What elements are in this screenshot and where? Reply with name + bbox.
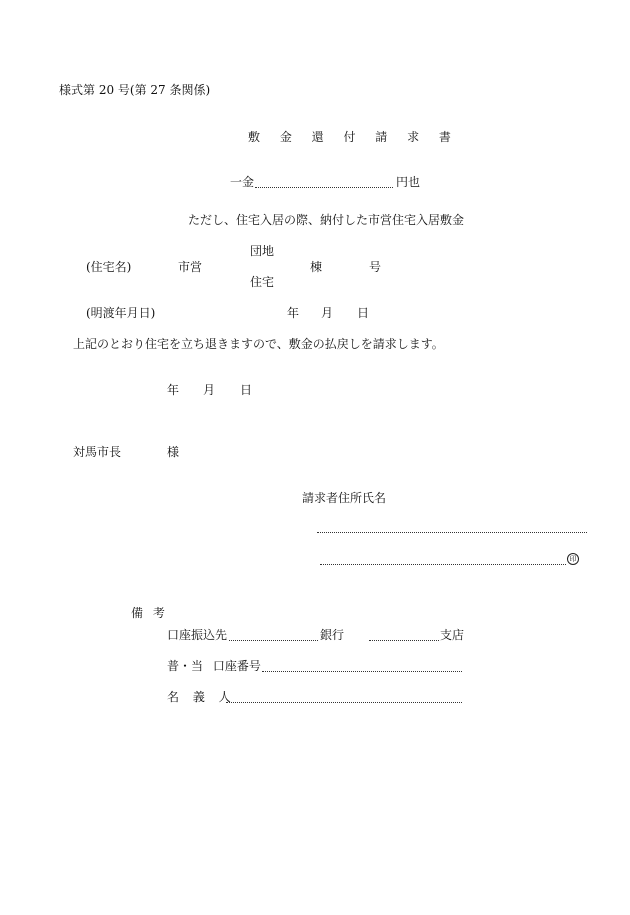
unit-number-label: 号 [369,260,382,274]
handover-year: 年 [287,306,300,320]
claimant-name-line [320,564,566,565]
city-housing-label: 市営 [178,260,203,274]
jutaku-label: 住宅 [250,275,275,289]
request-day: 日 [240,383,253,397]
housing-name-label: (住宅名) [86,260,132,274]
seal-icon: 印 [567,553,579,565]
bank-label: 銀行 [320,628,345,642]
account-holder-line [226,702,462,703]
account-holder-label: 名 義 人 [167,690,231,704]
amount-suffix: 円也 [396,175,421,189]
request-year: 年 [167,383,180,397]
building-label: 棟 [310,260,323,274]
branch-label: 支店 [440,628,465,642]
sama-label: 様 [167,445,180,459]
addressee-label: 対馬市長 [73,445,122,459]
branch-name-line [369,640,439,641]
bank-name-line [229,640,318,641]
account-number-line [262,671,462,672]
document-title: 敷 金 還 付 請 求 書 [248,130,459,144]
handover-date-label: (明渡年月日) [86,306,156,320]
account-type-label: 普・当 口座番号 [167,659,261,673]
form-number: 様式第 20 号(第 27 条関係) [59,83,211,97]
amount-prefix: 一金 [230,175,255,189]
request-statement: 上記のとおり住宅を立ち退きますので、敷金の払戻しを請求します。 [73,337,444,351]
amount-dotted-line [255,187,393,188]
claimant-label: 請求者住所氏名 [302,491,387,505]
refund-reason: ただし、住宅入居の際、納付した市営住宅入居敷金 [188,213,465,227]
bank-transfer-label: 口座振込先 [167,628,228,642]
claimant-address-line [317,532,587,533]
request-month: 月 [203,383,216,397]
remarks-label: 備 考 [131,606,165,620]
handover-day: 日 [357,306,370,320]
handover-month: 月 [321,306,334,320]
danchi-label: 団地 [250,244,275,258]
